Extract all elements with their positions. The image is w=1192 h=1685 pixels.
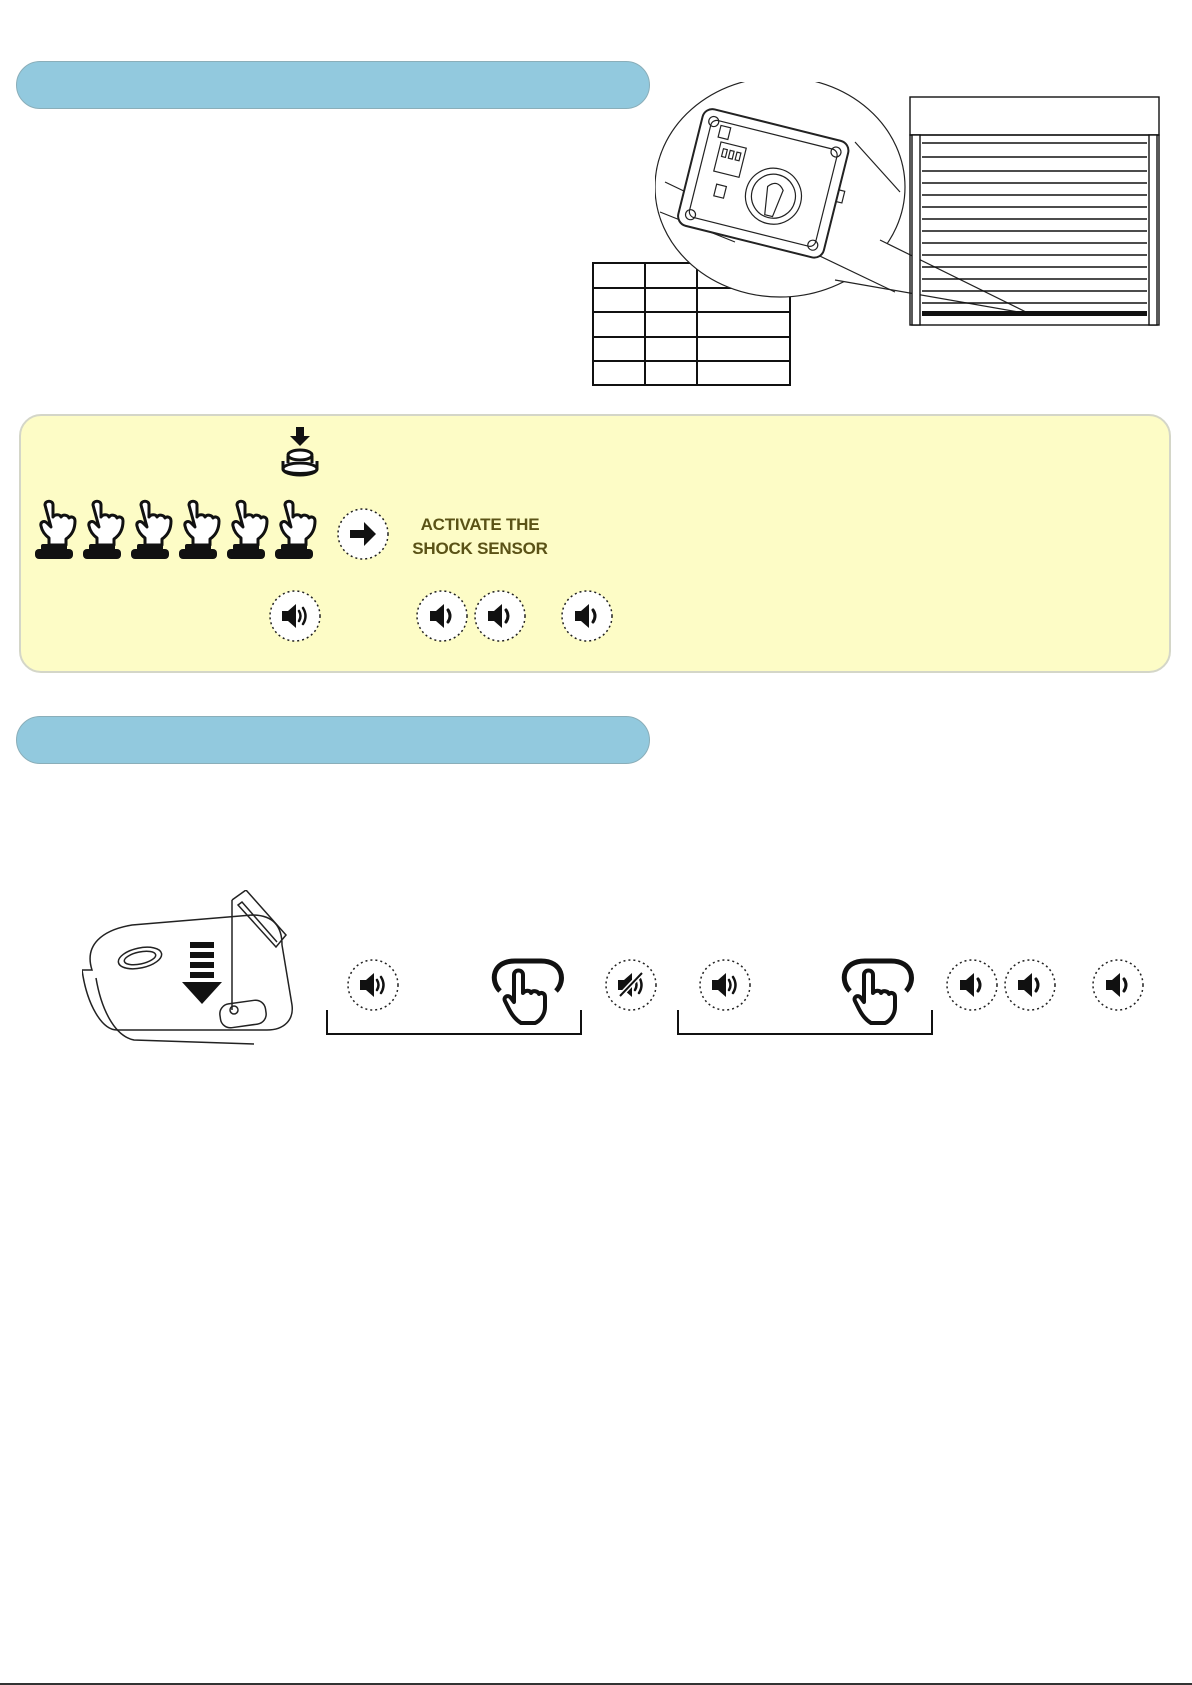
roller-shutter-illustration bbox=[908, 95, 1162, 330]
speaker-loud-icon bbox=[346, 958, 400, 1012]
speaker-short-icon bbox=[1003, 958, 1057, 1012]
hand-press-icon bbox=[31, 497, 79, 563]
speaker-short-icon bbox=[1091, 958, 1145, 1012]
speaker-loud-icon bbox=[268, 589, 322, 643]
arrow-right-icon bbox=[336, 507, 390, 561]
remote-pin-illustration bbox=[82, 890, 302, 1060]
hand-press-icon bbox=[79, 497, 127, 563]
speaker-short-icon bbox=[473, 589, 527, 643]
speaker-short-icon bbox=[560, 589, 614, 643]
speaker-short-icon bbox=[415, 589, 469, 643]
hand-press-icon bbox=[223, 497, 271, 563]
step-bracket-1 bbox=[325, 1008, 583, 1036]
hand-press-icon bbox=[175, 497, 223, 563]
speaker-loud-icon bbox=[698, 958, 752, 1012]
step-bracket-2 bbox=[676, 1008, 934, 1036]
section-header-1 bbox=[16, 61, 650, 109]
hand-press-icon bbox=[271, 497, 319, 563]
shock-text-line2: SHOCK SENSOR bbox=[412, 539, 548, 558]
speaker-short-icon bbox=[945, 958, 999, 1012]
activate-shock-sensor-label bbox=[405, 513, 555, 561]
button-press-icon bbox=[279, 427, 321, 479]
section-header-2 bbox=[16, 716, 650, 764]
speaker-mute-icon bbox=[604, 958, 658, 1012]
hand-press-icon bbox=[127, 497, 175, 563]
shock-text-line1: ACTIVATE THE bbox=[420, 515, 540, 534]
